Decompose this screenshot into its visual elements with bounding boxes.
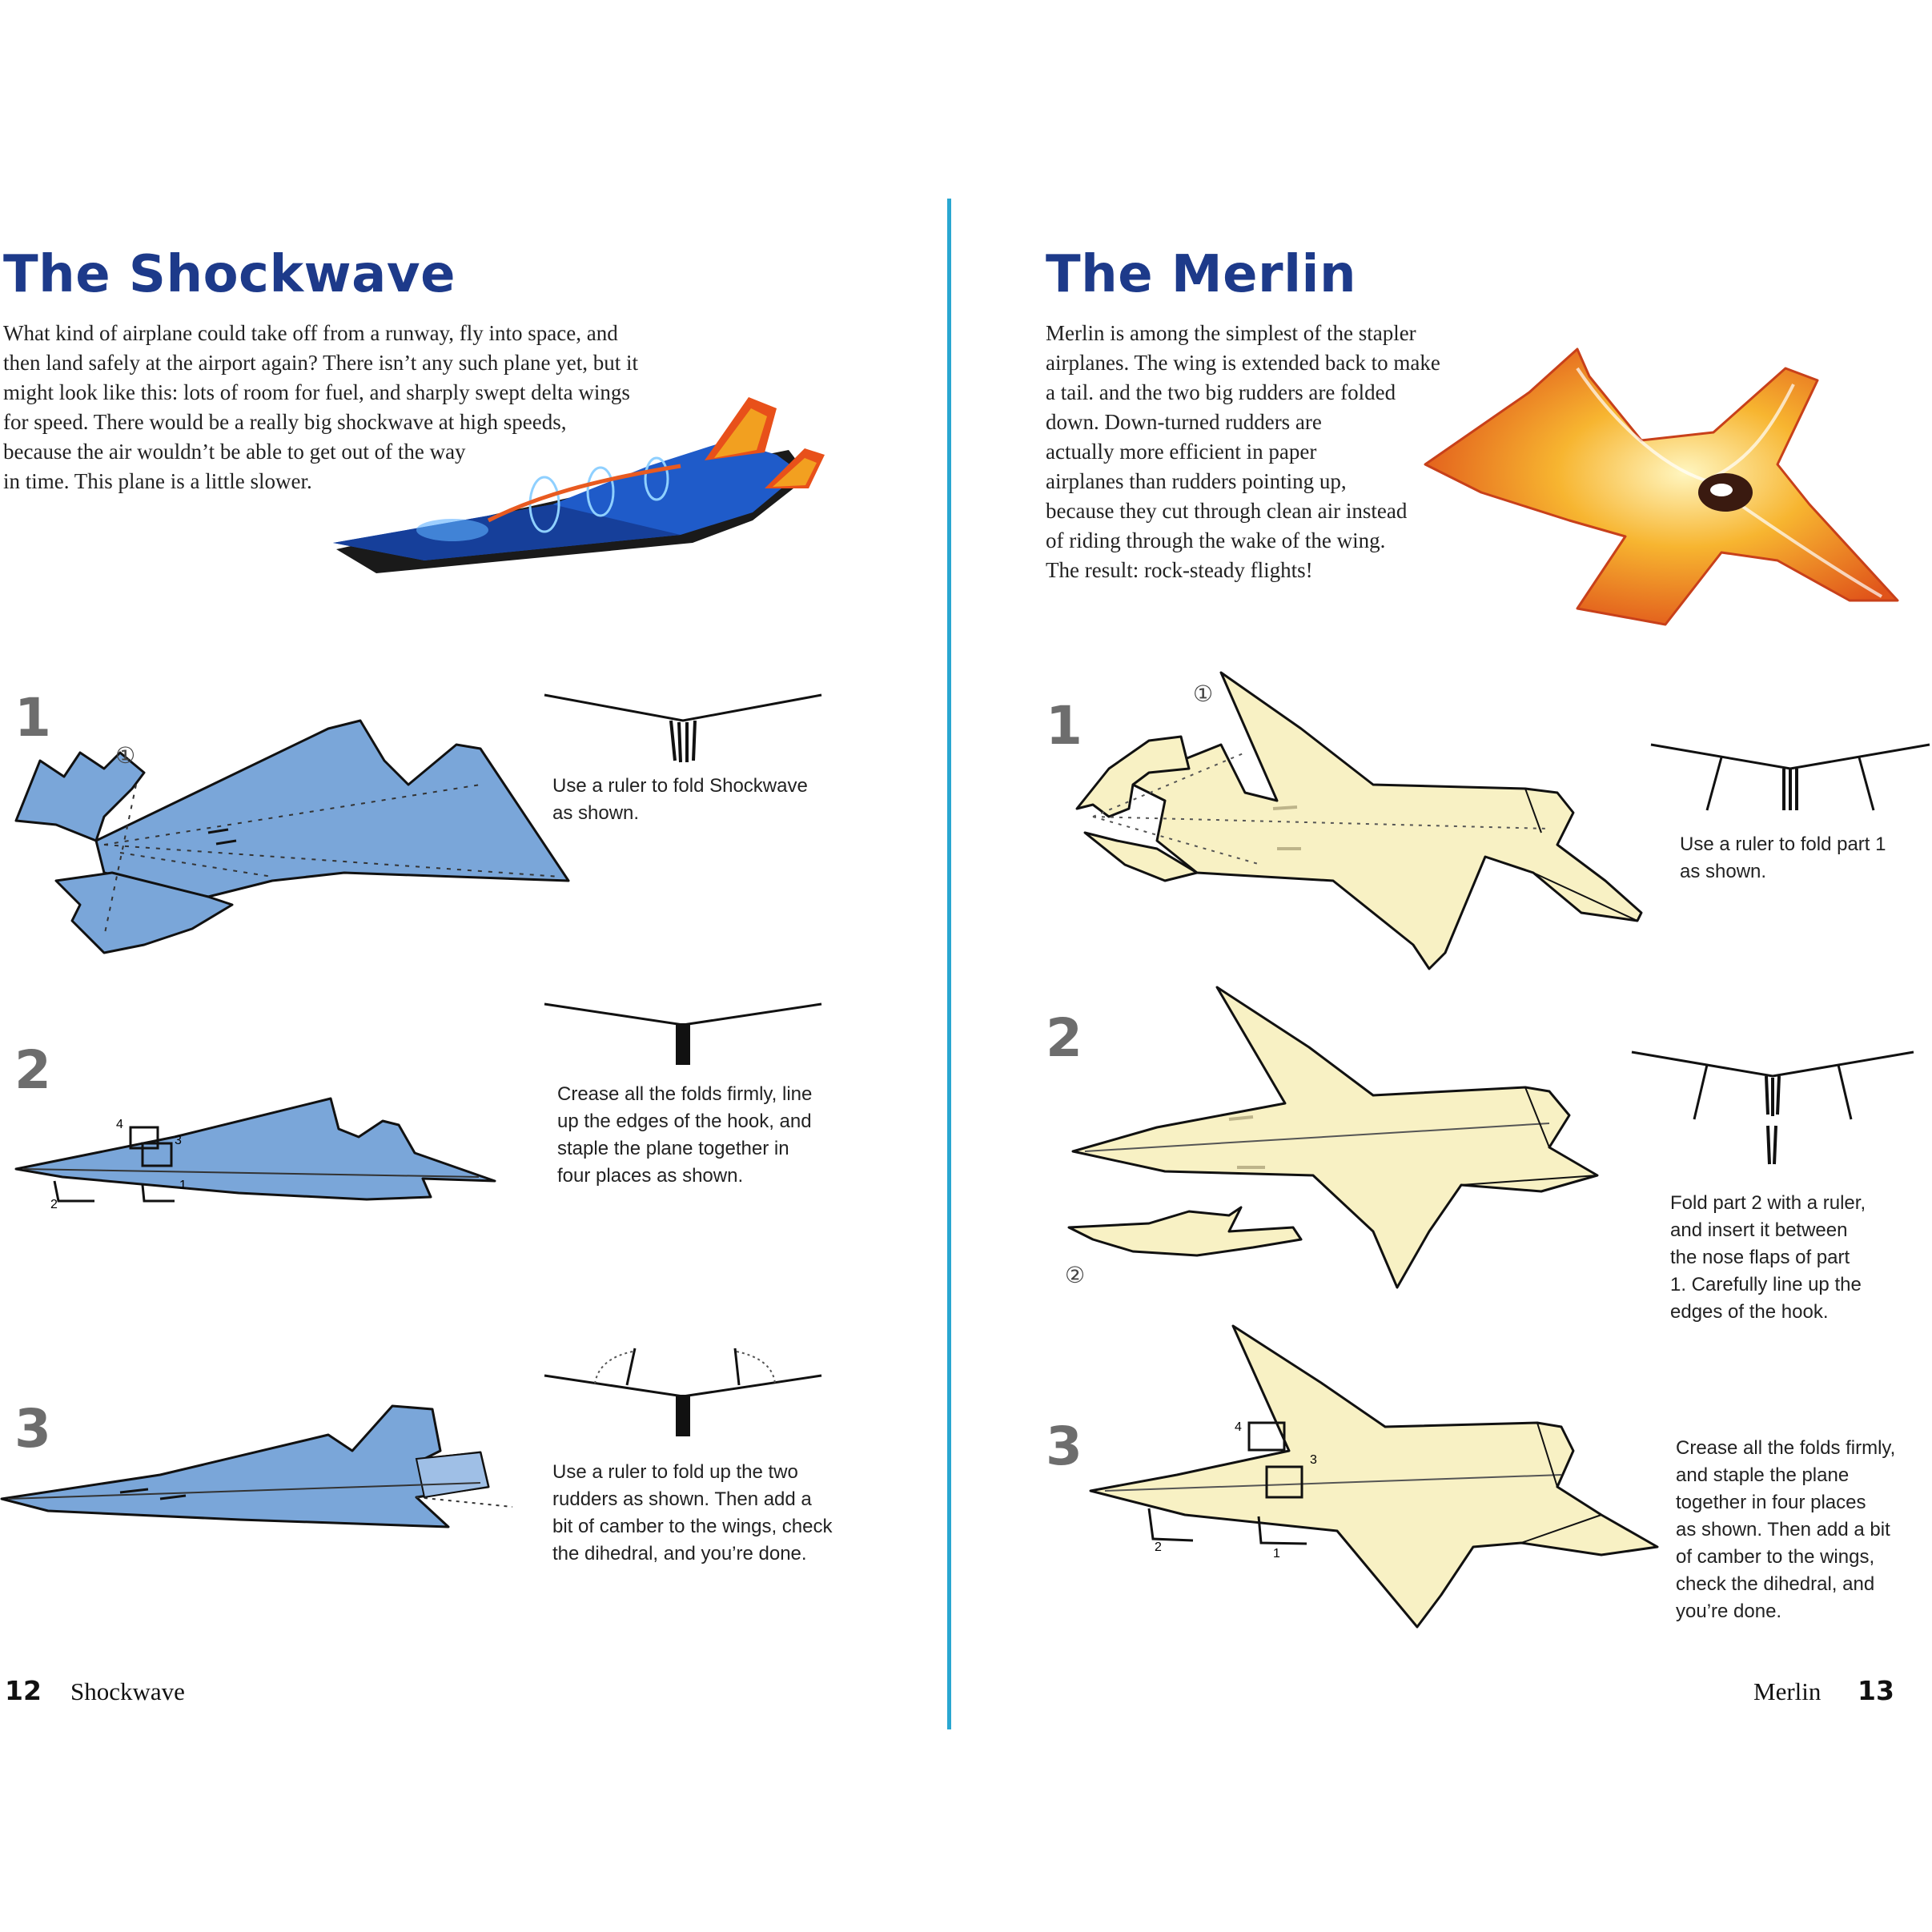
instruction-line: you’re done. bbox=[1676, 1601, 1782, 1622]
staple-label: 1 bbox=[1273, 1547, 1280, 1560]
merlin-step1-instructions bbox=[1680, 831, 1920, 886]
step-number: 3 bbox=[14, 1398, 51, 1460]
shockwave-step2-instructions bbox=[557, 1081, 878, 1190]
intro-line: Merlin is among the simplest of the stapler bbox=[1046, 321, 1416, 345]
merlin-step1-diagram bbox=[1061, 665, 1653, 977]
part-one-marker: ① bbox=[1193, 681, 1214, 707]
intro-line: then land safely at the airport again? There isn’t any such plane yet, but it bbox=[3, 351, 638, 375]
step-number: 2 bbox=[14, 1039, 51, 1101]
intro-line: What kind of airplane could take off from a runway, fly into space, and bbox=[3, 321, 618, 345]
shockwave-step2-front-view bbox=[543, 1001, 823, 1073]
instruction-line: staple the plane together in bbox=[557, 1138, 789, 1159]
staple-label: 1 bbox=[179, 1179, 187, 1192]
merlin-step2-diagram bbox=[1069, 983, 1597, 1295]
footer-label: Merlin bbox=[1753, 1677, 1822, 1705]
merlin-title: The Merlin bbox=[1046, 245, 1356, 304]
intro-line: down. Down-turned rudders are bbox=[1046, 410, 1322, 434]
intro-line: airplanes than rudders pointing up, bbox=[1046, 469, 1347, 493]
staple-label: 2 bbox=[1155, 1540, 1162, 1554]
page-divider bbox=[947, 199, 951, 1729]
instruction-line: and insert it between bbox=[1670, 1219, 1848, 1241]
instruction-line: Crease all the folds firmly, line bbox=[557, 1083, 813, 1105]
staple-label: 3 bbox=[175, 1134, 182, 1147]
page-number: 13 bbox=[1858, 1675, 1894, 1706]
instruction-line: Use a ruler to fold part 1 bbox=[1680, 833, 1886, 855]
instruction-line: and staple the plane bbox=[1676, 1464, 1850, 1486]
instruction-line: check the dihedral, and bbox=[1676, 1573, 1875, 1595]
instruction-line: bit of camber to the wings, check bbox=[552, 1516, 833, 1537]
intro-line: because the air wouldn’t be able to get out of the way bbox=[3, 440, 466, 464]
instruction-line: four places as shown. bbox=[557, 1165, 744, 1187]
shockwave-step3-diagram bbox=[0, 1403, 528, 1539]
merlin-step3-diagram bbox=[1089, 1323, 1657, 1635]
instruction-line: together in four places bbox=[1676, 1492, 1866, 1513]
instruction-line: 1. Carefully line up the bbox=[1670, 1274, 1862, 1295]
intro-line: for speed. There would be a really big shockwave at high speeds, bbox=[3, 410, 567, 434]
merlin-step3-instructions bbox=[1676, 1435, 1916, 1625]
step-number: 3 bbox=[1046, 1416, 1082, 1477]
instruction-line: the dihedral, and you’re done. bbox=[552, 1543, 807, 1564]
intro-line: because they cut through clean air instead bbox=[1046, 499, 1408, 523]
instruction-line: rudders as shown. Then add a bbox=[552, 1488, 812, 1510]
staple-label: 2 bbox=[50, 1198, 58, 1211]
intro-line: might look like this: lots of room for fuel, and sharply swept delta wings bbox=[3, 380, 630, 404]
instruction-line: as shown. Then add a bit bbox=[1676, 1519, 1890, 1540]
instruction-line: Fold part 2 with a ruler, bbox=[1670, 1192, 1866, 1214]
merlin-step1-front-view bbox=[1649, 737, 1931, 817]
shockwave-step3-instructions bbox=[552, 1459, 889, 1568]
part-one-marker: ① bbox=[115, 742, 136, 769]
shockwave-step3-front-view bbox=[543, 1345, 823, 1441]
shockwave-step1-diagram bbox=[8, 713, 584, 969]
part-two-marker: ② bbox=[1065, 1262, 1086, 1288]
instruction-line: Use a ruler to fold Shockwave bbox=[552, 775, 808, 797]
instruction-line: Use a ruler to fold up the two bbox=[552, 1461, 798, 1483]
intro-line: airplanes. The wing is extended back to make bbox=[1046, 351, 1440, 375]
step-number: 1 bbox=[1046, 695, 1082, 757]
staple-label: 3 bbox=[1310, 1453, 1317, 1467]
staple-label: 4 bbox=[1235, 1420, 1242, 1434]
intro-line: The result: rock-steady flights! bbox=[1046, 558, 1313, 582]
intro-line: of riding through the wake of the wing. bbox=[1046, 528, 1386, 552]
staple-label: 4 bbox=[116, 1118, 123, 1131]
instruction-line: edges of the hook. bbox=[1670, 1301, 1829, 1323]
merlin-step2-front-view bbox=[1630, 1049, 1915, 1169]
page-number: 12 bbox=[5, 1675, 42, 1706]
merlin-plane-illustration bbox=[1417, 344, 1914, 633]
shockwave-step1-front-view bbox=[543, 689, 823, 769]
shockwave-title: The Shockwave bbox=[3, 245, 456, 304]
instruction-line: up the edges of the hook, and bbox=[557, 1111, 812, 1132]
intro-line: actually more efficient in paper bbox=[1046, 440, 1317, 464]
shockwave-step1-instructions bbox=[552, 773, 857, 827]
shockwave-plane-illustration bbox=[328, 392, 841, 576]
instruction-line: as shown. bbox=[1680, 861, 1767, 882]
merlin-step2-instructions bbox=[1670, 1190, 1926, 1326]
step-number: 2 bbox=[1046, 1007, 1082, 1069]
intro-line: in time. This plane is a little slower. bbox=[3, 469, 312, 493]
instruction-line: of camber to the wings, bbox=[1676, 1546, 1875, 1568]
intro-line: a tail. and the two big rudders are folded bbox=[1046, 380, 1396, 404]
shockwave-step2-diagram bbox=[14, 1097, 511, 1225]
instruction-line: Crease all the folds firmly, bbox=[1676, 1437, 1896, 1459]
step-number: 1 bbox=[14, 687, 51, 749]
instruction-line: the nose flaps of part bbox=[1670, 1247, 1850, 1268]
instruction-line: as shown. bbox=[552, 802, 640, 824]
footer-label: Shockwave bbox=[70, 1677, 185, 1705]
